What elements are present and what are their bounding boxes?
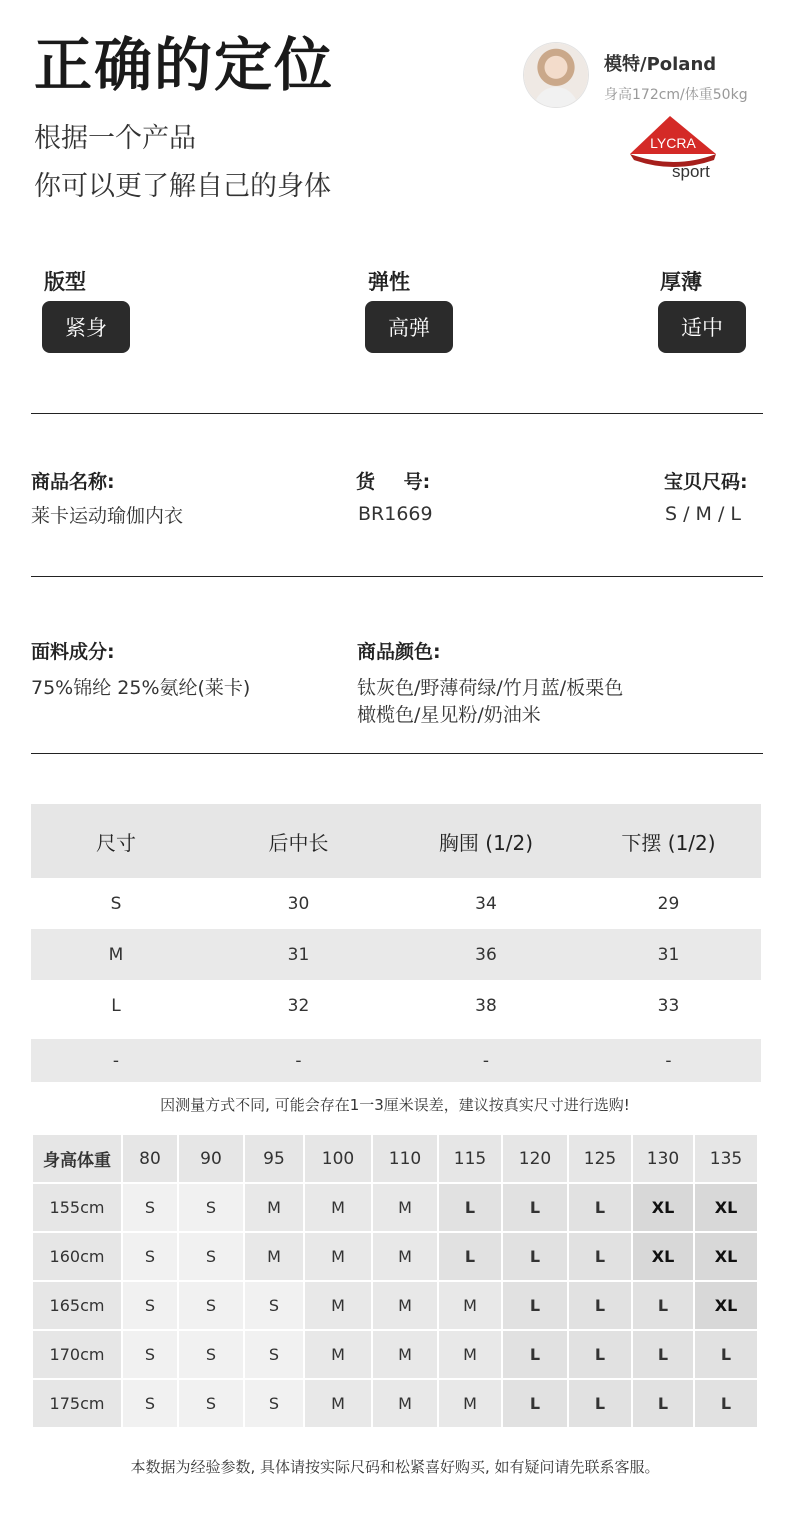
grid-size-cell: M — [373, 1282, 437, 1329]
grid-size-cell: M — [439, 1380, 501, 1427]
grid-size-cell: L — [569, 1184, 631, 1231]
grid-weight-header: 80 — [123, 1135, 177, 1182]
grid-size-cell: L — [503, 1380, 567, 1427]
grid-height-label: 170cm — [33, 1331, 121, 1378]
grid-weight-header: 125 — [569, 1135, 631, 1182]
grid-size-cell: S — [179, 1331, 243, 1378]
grid-size-cell: L — [503, 1282, 567, 1329]
lycra-logo-text: LYCRA — [650, 135, 696, 151]
table-cell: - — [665, 1050, 672, 1071]
grid-weight-header: 95 — [245, 1135, 303, 1182]
grid-row — [33, 1331, 757, 1378]
attr-label-thickness: 厚薄 — [660, 270, 702, 294]
grid-height-label: 155cm — [33, 1184, 121, 1231]
grid-size-cell: S — [123, 1331, 177, 1378]
size-chart-header-cell: 尺寸 — [96, 830, 136, 855]
grid-weight-header: 135 — [695, 1135, 757, 1182]
grid-size-cell: L — [569, 1380, 631, 1427]
grid-size-cell: L — [695, 1380, 757, 1427]
grid-size-cell: L — [695, 1331, 757, 1378]
table-row — [31, 878, 761, 929]
grid-size-cell: L — [439, 1184, 501, 1231]
grid-size-cell: L — [503, 1184, 567, 1231]
attr-tag-fit: 紧身 — [42, 301, 130, 353]
grid-size-cell: S — [179, 1184, 243, 1231]
grid-height-label: 175cm — [33, 1380, 121, 1427]
product-name-value: 莱卡运动瑜伽内衣 — [31, 505, 184, 527]
size-chart-header-cell: 后中长 — [268, 830, 329, 855]
lycra-logo-sub: sport — [672, 162, 710, 181]
grid-size-cell: S — [245, 1331, 303, 1378]
size-options-label: 宝贝尺码: — [664, 471, 748, 493]
grid-height-label: 165cm — [33, 1282, 121, 1329]
sku-value: BR1669 — [358, 503, 433, 525]
table-row — [31, 929, 761, 980]
divider — [31, 576, 763, 577]
grid-row — [33, 1282, 757, 1329]
grid-weight-header: 110 — [373, 1135, 437, 1182]
grid-weight-header: 90 — [179, 1135, 243, 1182]
grid-size-cell: S — [123, 1380, 177, 1427]
color-line-2: 橄榄色/星见粉/奶油米 — [357, 704, 541, 726]
table-cell: M — [108, 944, 124, 965]
grid-size-cell: XL — [695, 1233, 757, 1280]
grid-size-cell: M — [439, 1282, 501, 1329]
grid-header-row — [33, 1135, 757, 1182]
table-cell: 36 — [475, 944, 497, 965]
grid-weight-header: 100 — [305, 1135, 371, 1182]
table-cell: 31 — [657, 944, 680, 965]
attr-label-elasticity: 弹性 — [368, 270, 410, 294]
grid-size-cell: XL — [695, 1184, 757, 1231]
grid-size-cell: M — [245, 1233, 303, 1280]
grid-size-cell: L — [569, 1233, 631, 1280]
grid-row — [33, 1184, 757, 1231]
size-chart-header-cell: 胸围 (1/2) — [438, 830, 534, 855]
model-name: 模特/Poland — [604, 54, 717, 75]
grid-weight-header: 130 — [633, 1135, 693, 1182]
divider — [31, 753, 763, 754]
grid-size-cell: M — [373, 1233, 437, 1280]
grid-size-cell: S — [123, 1233, 177, 1280]
table-cell: - — [112, 1050, 120, 1071]
grid-size-cell: M — [373, 1380, 437, 1427]
grid-size-cell: XL — [695, 1282, 757, 1329]
grid-size-cell: M — [305, 1282, 371, 1329]
table-cell: 33 — [657, 995, 680, 1016]
sku-label: 货 号: — [356, 471, 431, 493]
grid-size-cell: XL — [633, 1233, 693, 1280]
size-options-value: S / M / L — [665, 503, 741, 525]
grid-size-cell: M — [305, 1331, 371, 1378]
table-cell: 29 — [657, 893, 680, 914]
grid-corner-label: 身高体重 — [33, 1135, 121, 1182]
footer-note: 本数据为经验参数, 具体请按实际尺码和松紧喜好购买, 如有疑问请先联系客服。 — [130, 1458, 660, 1476]
table-cell: 30 — [287, 893, 310, 914]
grid-size-cell: L — [569, 1331, 631, 1378]
table-cell: 34 — [475, 893, 497, 914]
grid-size-cell: M — [305, 1184, 371, 1231]
fabric-value: 75%锦纶 25%氨纶(莱卡) — [31, 677, 251, 699]
table-cell: L — [111, 995, 121, 1016]
model-avatar — [524, 43, 588, 107]
grid-size-cell: S — [179, 1233, 243, 1280]
grid-size-cell: L — [633, 1331, 693, 1378]
grid-size-cell: L — [503, 1233, 567, 1280]
grid-size-cell: M — [439, 1331, 501, 1378]
attr-label-fit: 版型 — [44, 270, 86, 294]
color-label: 商品颜色: — [357, 641, 441, 663]
divider — [31, 413, 763, 414]
size-chart-table — [31, 804, 761, 1082]
grid-size-cell: S — [179, 1282, 243, 1329]
grid-size-cell: M — [373, 1184, 437, 1231]
subtitle-line-1: 根据一个产品 — [34, 123, 196, 154]
grid-size-cell: S — [245, 1282, 303, 1329]
attr-tag-thickness: 适中 — [658, 301, 746, 353]
grid-row — [33, 1380, 757, 1427]
table-row — [31, 980, 761, 1031]
grid-size-cell: M — [305, 1233, 371, 1280]
grid-row — [33, 1233, 757, 1280]
grid-size-cell: L — [503, 1331, 567, 1378]
table-cell: - — [295, 1050, 302, 1071]
grid-weight-header: 120 — [503, 1135, 567, 1182]
grid-size-cell: M — [305, 1380, 371, 1427]
table-cell: S — [110, 893, 122, 914]
grid-height-label: 160cm — [33, 1233, 121, 1280]
grid-size-cell: S — [245, 1380, 303, 1427]
attr-tag-elasticity: 高弹 — [365, 301, 453, 353]
table-cell: 38 — [475, 995, 497, 1016]
table-cell: 31 — [287, 944, 310, 965]
lycra-sport-logo — [626, 114, 722, 188]
table-cell: - — [482, 1050, 490, 1071]
table-row — [31, 1039, 761, 1082]
grid-size-cell: S — [123, 1282, 177, 1329]
grid-size-cell: L — [633, 1282, 693, 1329]
measurement-note: 因测量方式不同, 可能会存在1一3厘米误差，建议按真实尺寸进行选购! — [160, 1096, 630, 1114]
subtitle-line-2: 你可以更了解自己的身体 — [34, 171, 331, 202]
grid-size-cell: M — [373, 1331, 437, 1378]
fabric-label: 面料成分: — [31, 641, 115, 663]
model-stats: 身高172cm/体重50kg — [604, 87, 748, 103]
grid-size-cell: L — [569, 1282, 631, 1329]
size-chart-header-cell: 下摆 (1/2) — [621, 830, 716, 855]
grid-size-cell: L — [439, 1233, 501, 1280]
size-chart-header — [31, 804, 761, 878]
grid-weight-header: 115 — [439, 1135, 501, 1182]
grid-size-cell: S — [123, 1184, 177, 1231]
size-recommendation-grid — [31, 1133, 759, 1429]
grid-size-cell: S — [179, 1380, 243, 1427]
grid-size-cell: XL — [633, 1184, 693, 1231]
product-name-label: 商品名称: — [31, 471, 115, 493]
table-cell: 32 — [287, 995, 310, 1016]
color-line-1: 钛灰色/野薄荷绿/竹月蓝/板栗色 — [357, 677, 624, 699]
grid-size-cell: M — [245, 1184, 303, 1231]
page-title: 正确的定位 — [34, 31, 335, 99]
grid-size-cell: L — [633, 1380, 693, 1427]
